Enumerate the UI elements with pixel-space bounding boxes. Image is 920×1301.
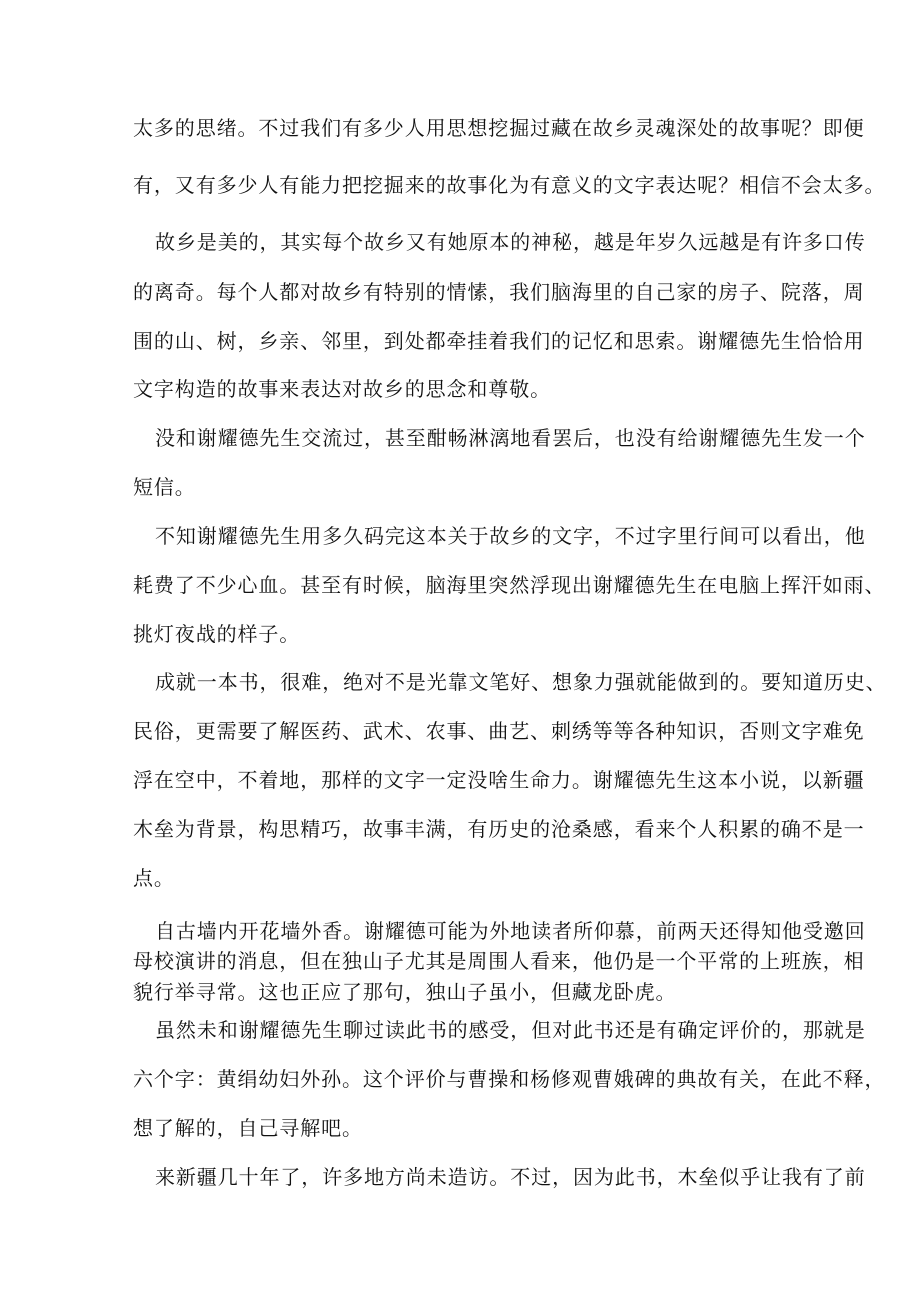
paragraph-first-line: 来新疆几十年了，许多地方尚未造访。不过，因为此书，木垒似乎让我有了前 xyxy=(155,1165,866,1189)
paragraph-first-line: 故乡是美的，其实每个故乡又有她原本的神秘，越是年岁久远越是有许多口传 xyxy=(155,230,866,254)
text-line: 想了解的，自己寻解吧。 xyxy=(133,1116,363,1140)
text-line: 短信。 xyxy=(133,475,196,499)
text-line: 民俗，更需要了解医药、武术、农事、曲艺、刺绣等等各种知识，否则文字难免 xyxy=(133,719,865,743)
text-line: 围的山、树，乡亲、邻里，到处都牵挂着我们的记忆和思索。谢耀德先生恰恰用 xyxy=(133,329,865,353)
paragraph-first-line: 不知谢耀德先生用多久码完这本关于故乡的文字，不过字里行间可以看出，他 xyxy=(155,524,866,548)
text-line: 木垒为背景，构思精巧，故事丰满，有历史的沧桑感，看来个人积累的确不是一 xyxy=(133,817,865,841)
text-line: 六个字：黄绢幼妇外孙。这个评价与曹操和杨修观曹娥碑的典故有关，在此不释， xyxy=(133,1067,886,1091)
text-line: 挑灯夜战的样子。 xyxy=(133,622,301,646)
text-line: 耗费了不少心血。甚至有时候，脑海里突然浮现出谢耀德先生在电脑上挥汗如雨、 xyxy=(133,573,886,597)
text-line: 太多的思绪。不过我们有多少人用思想挖掘过藏在故乡灵魂深处的故事呢？即便 xyxy=(133,116,865,140)
text-line: 有，又有多少人有能力把挖掘来的故事化为有意义的文字表达呢？相信不会太多。 xyxy=(133,173,886,197)
text-line: 的离奇。每个人都对故乡有特别的情愫，我们脑海里的自己家的房子、院落，周 xyxy=(133,280,865,304)
paragraph-first-line: 成就一本书，很难，绝对不是光靠文笔好、想象力强就能做到的。要知道历史、 xyxy=(155,670,887,694)
paragraph-first-line: 没和谢耀德先生交流过，甚至酣畅淋漓地看罢后，也没有给谢耀德先生发一个 xyxy=(155,426,866,450)
paragraph-first-line: 虽然未和谢耀德先生聊过读此书的感受，但对此书还是有确定评价的，那就是 xyxy=(155,1018,866,1042)
text-line: 点。 xyxy=(133,866,175,890)
text-line: 貌行举寻常。这也正应了那句，独山子虽小，但藏龙卧虎。 xyxy=(133,980,677,1004)
text-line: 母校演讲的消息，但在独山子尤其是周围人看来，他仍是一个平常的上班族，相 xyxy=(133,949,865,973)
text-line: 文字构造的故事来表达对故乡的思念和尊敬。 xyxy=(133,377,551,401)
text-line: 浮在空中，不着地，那样的文字一定没啥生命力。谢耀德先生这本小说，以新疆 xyxy=(133,768,865,792)
paragraph-first-line: 自古墙内开花墙外香。谢耀德可能为外地读者所仰慕，前两天还得知他受邀回 xyxy=(155,919,866,943)
